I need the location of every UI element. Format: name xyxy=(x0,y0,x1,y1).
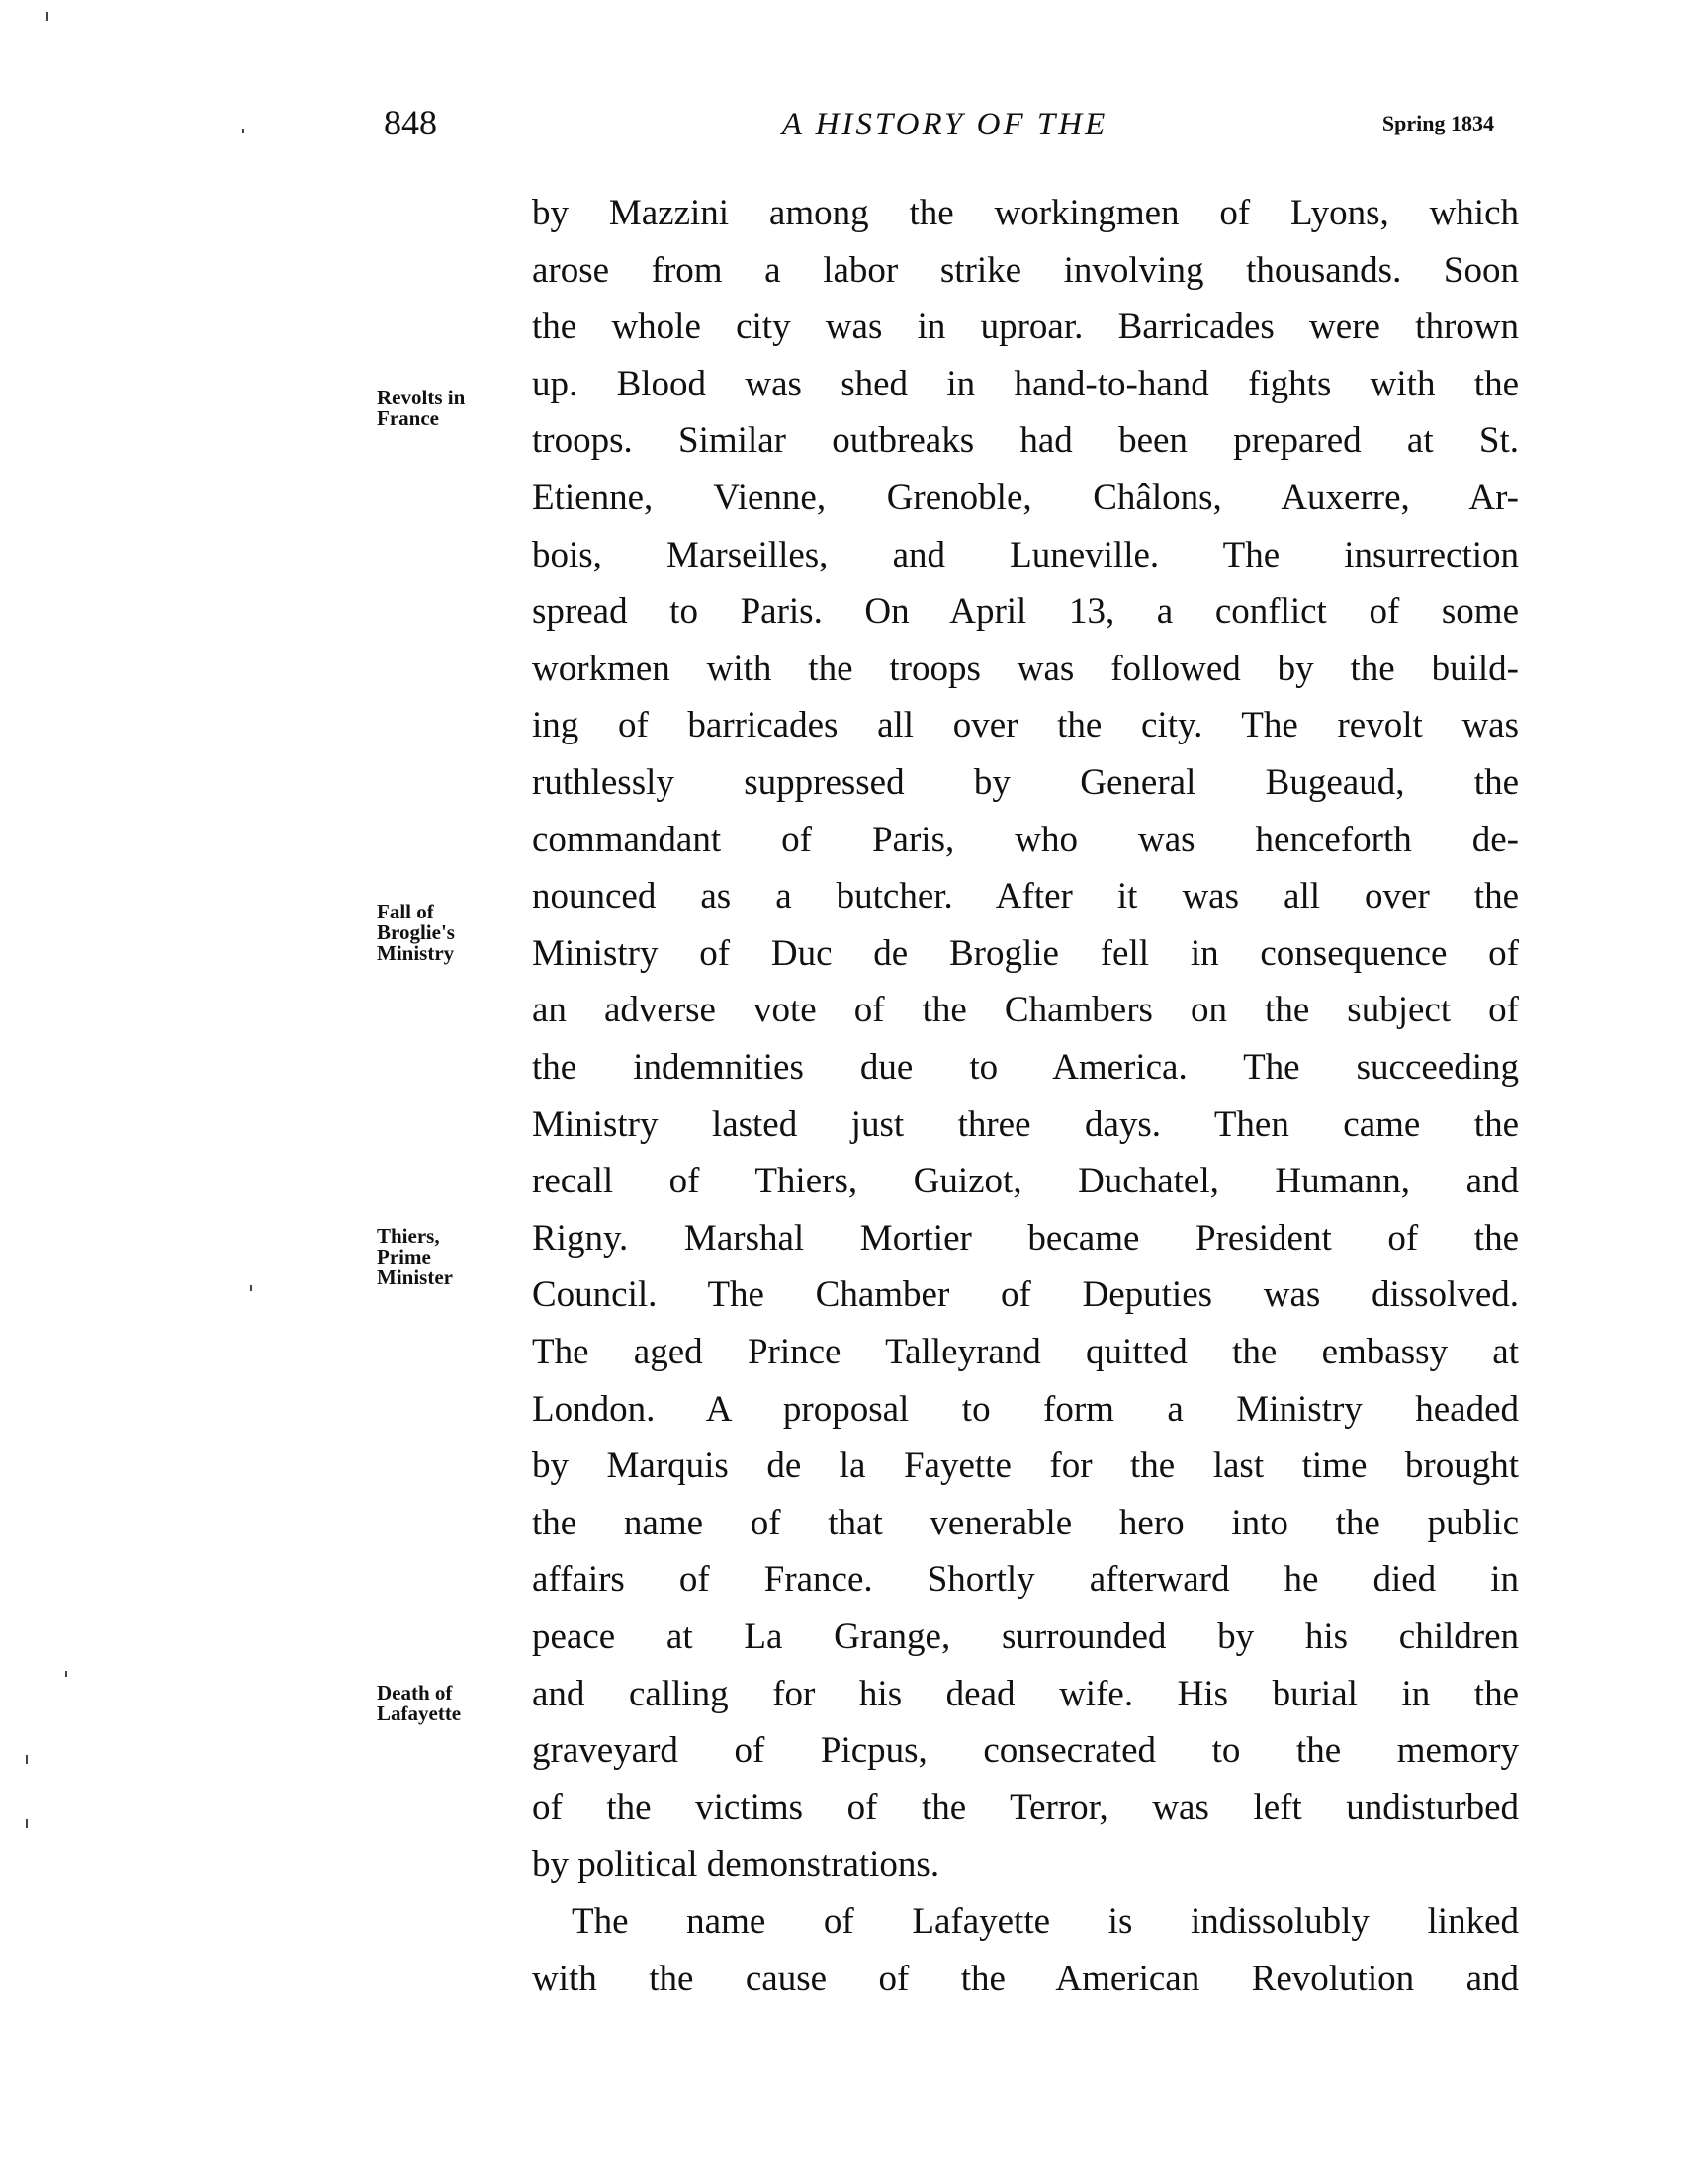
running-title: A HISTORY OF THE xyxy=(781,107,1108,142)
page-number: 848 xyxy=(384,103,437,142)
margin-note xyxy=(377,388,465,429)
margin-note-line: France xyxy=(377,406,439,430)
margin-note xyxy=(377,902,455,964)
margin-note-line: Minister xyxy=(377,1266,453,1289)
body-line: by Marquis de la Fayette for the last time brought xyxy=(532,1445,1519,1487)
body-line: workmen with the troops was followed by the build- xyxy=(532,648,1519,689)
body-line: by political demonstrations. xyxy=(532,1844,940,1885)
body-line: up. Blood was shed in hand-to-hand fights with the xyxy=(532,363,1519,404)
body-line: the name of that venerable hero into the public xyxy=(532,1502,1519,1543)
body-line: Ministry lasted just three days. Then came the xyxy=(532,1103,1519,1145)
margin-note-line: Lafayette xyxy=(377,1702,462,1725)
body-line: ruthlessly suppressed by General Bugeaud, the xyxy=(532,762,1519,803)
body-line: Rigny. Marshal Mortier became President of the xyxy=(532,1217,1519,1259)
margin-note xyxy=(377,1683,461,1724)
body-line: by Mazzini among the workingmen of Lyons, which xyxy=(532,193,1519,233)
body-line: Ministry of Duc de Broglie fell in consequence of xyxy=(532,932,1519,974)
margin-note-line: Broglie's xyxy=(377,920,455,944)
body-line: an adverse vote of the Chambers on the subject of xyxy=(532,990,1519,1031)
body-line: The name of Lafayette is indissolubly linked xyxy=(572,1901,1519,1942)
margin-note xyxy=(377,1226,453,1288)
body-line: Council. The Chamber of Deputies was dissolved. xyxy=(532,1274,1519,1316)
body-line: Etienne, Vienne, Grenoble, Châlons, Auxerre, Ar- xyxy=(532,478,1519,518)
body-line: London. A proposal to form a Ministry headed xyxy=(532,1388,1519,1430)
body-line: commandant of Paris, who was henceforth de- xyxy=(532,819,1519,860)
body-line: affairs of France. Shortly afterward he died in xyxy=(532,1559,1519,1601)
scan-speck xyxy=(26,1819,28,1828)
margin-note-line: Death of xyxy=(377,1681,453,1704)
body-line: the indemnities due to America. The succeeding xyxy=(532,1047,1519,1088)
scan-speck xyxy=(65,1671,67,1677)
body-line: peace at La Grange, surrounded by his children xyxy=(532,1616,1519,1657)
body-line: bois, Marseilles, and Luneville. The insurrection xyxy=(532,534,1519,575)
body-line: recall of Thiers, Guizot, Duchatel, Humann, and xyxy=(532,1161,1519,1202)
margin-note-line: Revolts in xyxy=(377,386,466,409)
body-line: ing of barricades all over the city. The revolt was xyxy=(532,705,1519,746)
margin-note-line: Thiers, xyxy=(377,1224,440,1248)
body-line: graveyard of Picpus, consecrated to the memory xyxy=(532,1730,1519,1772)
body-line: the whole city was in uproar. Barricades were thrown xyxy=(532,306,1519,348)
scan-speck xyxy=(46,12,48,21)
body-line: spread to Paris. On April 13, a conflict of some xyxy=(532,591,1519,633)
body-line: The aged Prince Talleyrand quitted the embassy at xyxy=(532,1332,1519,1372)
body-line: troops. Similar outbreaks had been prepared at St. xyxy=(532,420,1519,462)
margin-note-line: Prime xyxy=(377,1245,431,1268)
body-line: arose from a labor strike involving thousands. Soon xyxy=(532,249,1519,291)
scan-speck xyxy=(242,129,244,133)
margin-note-line: Ministry xyxy=(377,941,455,965)
running-date: Spring 1834 xyxy=(1381,111,1494,135)
scan-speck xyxy=(26,1755,28,1764)
body-line: nounced as a butcher. After it was all over the xyxy=(532,876,1519,917)
scan-speck xyxy=(250,1285,252,1291)
body-line: with the cause of the American Revolution and xyxy=(532,1958,1519,1999)
margin-note-line: Fall of xyxy=(377,900,434,923)
body-line: and calling for his dead wife. His burial in the xyxy=(532,1673,1519,1714)
body-line: of the victims of the Terror, was left undisturbed xyxy=(532,1787,1519,1828)
